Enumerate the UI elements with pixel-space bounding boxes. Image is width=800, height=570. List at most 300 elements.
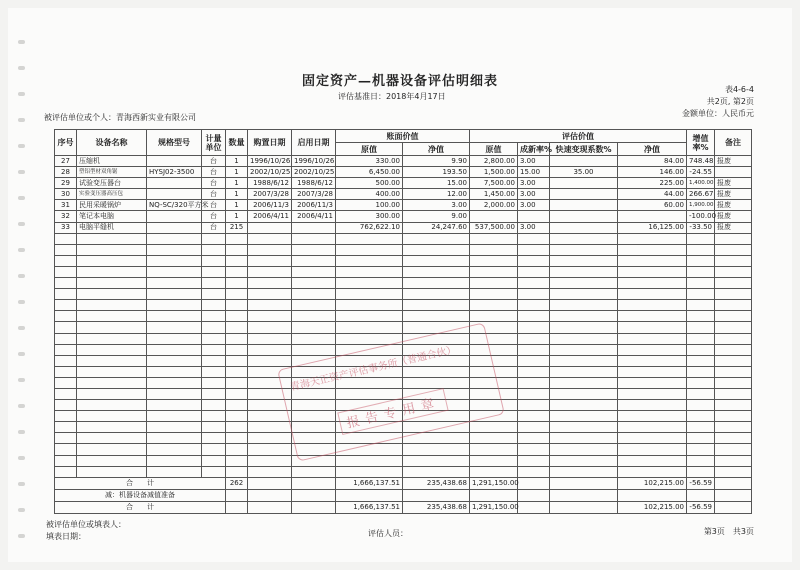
cell-remark: 报废: [715, 200, 752, 211]
cell-model: [147, 156, 202, 167]
cell-inc: -33.50: [687, 222, 715, 233]
cell-qty: 215: [226, 222, 248, 233]
cell-qty: 1: [226, 167, 248, 178]
empty-cell: [292, 344, 336, 355]
empty-cell: [336, 322, 403, 333]
empty-cell: [292, 300, 336, 311]
empty-cell: [202, 411, 226, 422]
empty-cell: [470, 300, 518, 311]
empty-cell: [55, 422, 77, 433]
empty-cell: [518, 489, 550, 501]
empty-cell: [715, 455, 752, 466]
empty-cell: [202, 233, 226, 244]
cell-qty: 1: [226, 189, 248, 200]
page-count: 共2页, 第2页: [706, 97, 754, 106]
empty-cell: [550, 366, 618, 377]
empty-cell: [202, 400, 226, 411]
empty-cell: [292, 322, 336, 333]
empty-cell: [226, 444, 248, 455]
blank-row: [55, 466, 752, 477]
cell-orig: 300.00: [336, 211, 403, 222]
empty-cell: [550, 233, 618, 244]
empty-cell: [715, 477, 752, 489]
empty-cell: [518, 400, 550, 411]
cell-remark: 报废: [715, 156, 752, 167]
cell-name: 民用采暖锅炉: [77, 200, 147, 211]
empty-cell: [147, 244, 202, 255]
binder-hole: [18, 300, 25, 304]
blank-row: [55, 278, 752, 289]
empty-cell: [292, 466, 336, 477]
empty-cell: [147, 400, 202, 411]
empty-cell: [77, 255, 147, 266]
empty-cell: [77, 377, 147, 388]
cell-name: 压缩机: [77, 156, 147, 167]
empty-cell: [470, 433, 518, 444]
header-model: 规格型号: [147, 130, 202, 156]
empty-cell: [77, 289, 147, 300]
cell-orig: 400.00: [336, 189, 403, 200]
equipment-table: [54, 129, 752, 514]
cell-orig: 500.00: [336, 178, 403, 189]
header-new-rate: 成新率%: [518, 143, 550, 156]
empty-cell: [292, 255, 336, 266]
empty-cell: [687, 355, 715, 366]
cell-rate: 15.00: [518, 167, 550, 178]
empty-cell: [147, 377, 202, 388]
empty-cell: [687, 377, 715, 388]
empty-cell: [550, 311, 618, 322]
total-eval-original: 1,291,150.00: [470, 501, 518, 513]
empty-cell: [55, 333, 77, 344]
empty-cell: [550, 322, 618, 333]
empty-cell: [550, 266, 618, 277]
empty-cell: [470, 311, 518, 322]
binder-hole: [18, 508, 25, 512]
cell-rate: 3.00: [518, 178, 550, 189]
empty-cell: [518, 366, 550, 377]
empty-cell: [550, 244, 618, 255]
blank-row: [55, 244, 752, 255]
empty-cell: [248, 489, 292, 501]
empty-cell: [147, 344, 202, 355]
cell-net: 3.00: [403, 200, 470, 211]
cell-enet: 225.00: [618, 178, 687, 189]
empty-cell: [687, 244, 715, 255]
binder-hole: [18, 274, 25, 278]
empty-cell: [518, 233, 550, 244]
empty-cell: [336, 466, 403, 477]
empty-cell: [518, 244, 550, 255]
empty-cell: [618, 266, 687, 277]
empty-cell: [518, 333, 550, 344]
header-buy-date: 购置日期: [248, 130, 292, 156]
cell-seq: 30: [55, 189, 77, 200]
empty-cell: [292, 266, 336, 277]
cell-buy: [248, 222, 292, 233]
empty-cell: [403, 244, 470, 255]
empty-cell: [715, 244, 752, 255]
empty-cell: [336, 311, 403, 322]
cell-model: [147, 189, 202, 200]
empty-cell: [226, 422, 248, 433]
empty-cell: [618, 344, 687, 355]
empty-cell: [550, 344, 618, 355]
cell-buy: 2007/3/28: [248, 189, 292, 200]
empty-cell: [202, 244, 226, 255]
cell-remark: 报废: [715, 222, 752, 233]
empty-cell: [618, 255, 687, 266]
cell-unit: 台: [202, 222, 226, 233]
empty-cell: [77, 300, 147, 311]
binder-hole: [18, 92, 25, 96]
seal-firm-name: 青海天正资产评估事务所（普通合伙）: [289, 344, 458, 394]
cell-unit: 台: [202, 200, 226, 211]
cell-net: 9.90: [403, 156, 470, 167]
empty-cell: [550, 289, 618, 300]
binder-hole: [18, 196, 25, 200]
empty-cell: [403, 466, 470, 477]
empty-cell: [687, 411, 715, 422]
binder-hole: [18, 222, 25, 226]
total-original: 1,666,137.51: [336, 477, 403, 489]
empty-cell: [715, 311, 752, 322]
empty-cell: [518, 278, 550, 289]
empty-cell: [226, 255, 248, 266]
base-date: 评估基准日：2018年4月17日: [338, 92, 446, 101]
binder-hole: [18, 378, 25, 382]
empty-cell: [55, 233, 77, 244]
empty-cell: [248, 289, 292, 300]
empty-cell: [55, 344, 77, 355]
header-quick-factor: 快速变现系数%: [550, 143, 618, 156]
empty-cell: [687, 433, 715, 444]
total-label: 减：机器设备减值准备: [55, 489, 226, 501]
binder-hole: [18, 430, 25, 434]
empty-cell: [226, 466, 248, 477]
header-eval-original: 原值: [470, 143, 518, 156]
cell-name: 笔记本电脑: [77, 211, 147, 222]
empty-cell: [518, 344, 550, 355]
empty-cell: [715, 255, 752, 266]
cell-rate: 3.00: [518, 189, 550, 200]
empty-cell: [403, 455, 470, 466]
cell-model: HYSJ02-3500: [147, 167, 202, 178]
cell-unit: 台: [202, 156, 226, 167]
empty-cell: [226, 377, 248, 388]
empty-cell: [248, 278, 292, 289]
empty-cell: [518, 289, 550, 300]
header-increase: 增值率%: [687, 130, 715, 156]
cell-unit: 台: [202, 189, 226, 200]
cell-eorig: [470, 211, 518, 222]
empty-cell: [202, 455, 226, 466]
total-qty: [226, 489, 248, 501]
fill-date-label: 填表日期：: [46, 532, 86, 541]
empty-cell: [336, 233, 403, 244]
cell-buy: 2006/11/3: [248, 200, 292, 211]
empty-cell: [292, 311, 336, 322]
empty-cell: [248, 444, 292, 455]
cell-orig: 100.00: [336, 200, 403, 211]
table-row: [55, 222, 752, 233]
cell-net: 193.50: [403, 167, 470, 178]
blank-row: [55, 255, 752, 266]
empty-cell: [550, 388, 618, 399]
empty-cell: [202, 433, 226, 444]
binder-hole: [18, 534, 25, 538]
empty-cell: [687, 344, 715, 355]
empty-cell: [248, 233, 292, 244]
header-start-date: 启用日期: [292, 130, 336, 156]
empty-cell: [202, 289, 226, 300]
owner-label: 被评估单位或填表人：: [46, 520, 126, 529]
empty-cell: [518, 501, 550, 513]
empty-cell: [147, 322, 202, 333]
empty-cell: [715, 266, 752, 277]
cell-qty: 1: [226, 156, 248, 167]
table-row: [55, 200, 752, 211]
empty-cell: [77, 333, 147, 344]
empty-cell: [292, 489, 336, 501]
empty-cell: [77, 266, 147, 277]
empty-cell: [618, 433, 687, 444]
empty-cell: [336, 289, 403, 300]
empty-cell: [147, 422, 202, 433]
empty-cell: [202, 266, 226, 277]
header-eval-value: 评估价值: [470, 130, 687, 143]
empty-cell: [292, 333, 336, 344]
table-row: [55, 211, 752, 222]
appraiser-label: 评估人员：: [368, 529, 408, 538]
empty-cell: [550, 466, 618, 477]
empty-cell: [226, 333, 248, 344]
header-qty: 数量: [226, 130, 248, 156]
empty-cell: [687, 266, 715, 277]
empty-cell: [403, 300, 470, 311]
empty-cell: [618, 278, 687, 289]
empty-cell: [550, 411, 618, 422]
empty-cell: [77, 388, 147, 399]
empty-cell: [77, 466, 147, 477]
empty-cell: [336, 255, 403, 266]
total-increase: [687, 489, 715, 501]
empty-cell: [147, 255, 202, 266]
cell-buy: 1988/6/12: [248, 178, 292, 189]
total-qty: [226, 501, 248, 513]
binder-hole: [18, 352, 25, 356]
empty-cell: [715, 366, 752, 377]
header-net: 净值: [403, 143, 470, 156]
currency-unit: 金额单位：人民币元: [682, 109, 754, 118]
total-label: 合 计: [55, 501, 226, 513]
empty-cell: [55, 433, 77, 444]
cell-seq: 29: [55, 178, 77, 189]
header-name: 设备名称: [77, 130, 147, 156]
empty-cell: [687, 400, 715, 411]
empty-cell: [202, 422, 226, 433]
empty-cell: [715, 233, 752, 244]
total-eval-original: 1,291,150.00: [470, 477, 518, 489]
empty-cell: [618, 333, 687, 344]
header-unit: 计量单位: [202, 130, 226, 156]
table-row: [55, 156, 752, 167]
empty-cell: [55, 388, 77, 399]
cell-unit: 台: [202, 167, 226, 178]
cell-model: [147, 178, 202, 189]
empty-cell: [248, 501, 292, 513]
empty-cell: [202, 366, 226, 377]
empty-cell: [55, 278, 77, 289]
empty-cell: [147, 300, 202, 311]
empty-cell: [687, 278, 715, 289]
empty-cell: [147, 444, 202, 455]
empty-cell: [292, 244, 336, 255]
binder-hole: [18, 482, 25, 486]
empty-cell: [226, 355, 248, 366]
cell-enet: 146.00: [618, 167, 687, 178]
empty-cell: [248, 466, 292, 477]
empty-cell: [550, 355, 618, 366]
empty-cell: [147, 355, 202, 366]
empty-cell: [518, 255, 550, 266]
empty-cell: [618, 377, 687, 388]
cell-rate: 3.00: [518, 200, 550, 211]
cell-orig: 6,450.00: [336, 167, 403, 178]
cell-unit: 台: [202, 178, 226, 189]
cell-name: 试验变压器台: [77, 178, 147, 189]
empty-cell: [550, 255, 618, 266]
empty-cell: [292, 233, 336, 244]
empty-cell: [226, 366, 248, 377]
empty-cell: [715, 466, 752, 477]
empty-cell: [715, 411, 752, 422]
table-code: 表4-6-4: [724, 85, 754, 94]
empty-cell: [715, 355, 752, 366]
empty-cell: [403, 233, 470, 244]
empty-cell: [147, 333, 202, 344]
empty-cell: [248, 266, 292, 277]
cell-enet: [618, 211, 687, 222]
cell-enet: 60.00: [618, 200, 687, 211]
empty-cell: [226, 233, 248, 244]
empty-cell: [470, 233, 518, 244]
cell-model: NQ-SC/320平方米: [147, 200, 202, 211]
cell-qty: 1: [226, 178, 248, 189]
empty-cell: [55, 466, 77, 477]
cell-start: 2007/3/28: [292, 189, 336, 200]
binder-hole: [18, 40, 25, 44]
empty-cell: [470, 455, 518, 466]
empty-cell: [618, 355, 687, 366]
empty-cell: [292, 501, 336, 513]
empty-cell: [336, 455, 403, 466]
empty-cell: [518, 266, 550, 277]
empty-cell: [226, 388, 248, 399]
empty-cell: [687, 388, 715, 399]
empty-cell: [518, 466, 550, 477]
empty-cell: [336, 266, 403, 277]
empty-cell: [550, 400, 618, 411]
binder-hole: [18, 248, 25, 252]
empty-cell: [147, 388, 202, 399]
total-increase: -56.59: [687, 501, 715, 513]
binder-hole: [18, 404, 25, 408]
empty-cell: [248, 333, 292, 344]
cell-inc: 1,900.00: [687, 200, 715, 211]
empty-cell: [550, 455, 618, 466]
cell-start: 2006/11/3: [292, 200, 336, 211]
cell-rate: 3.00: [518, 222, 550, 233]
empty-cell: [550, 444, 618, 455]
empty-cell: [715, 422, 752, 433]
empty-cell: [336, 278, 403, 289]
empty-cell: [687, 422, 715, 433]
header-remark: 备注: [715, 130, 752, 156]
document-title: 固定资产—机器设备评估明细表: [301, 74, 498, 89]
cell-eorig: 7,500.00: [470, 178, 518, 189]
empty-cell: [715, 377, 752, 388]
total-qty: 262: [226, 477, 248, 489]
empty-cell: [550, 377, 618, 388]
empty-cell: [202, 388, 226, 399]
empty-cell: [77, 344, 147, 355]
empty-cell: [518, 377, 550, 388]
cell-net: 15.00: [403, 178, 470, 189]
empty-cell: [618, 388, 687, 399]
cell-enet: 16,125.00: [618, 222, 687, 233]
cell-start: 2002/10/25: [292, 167, 336, 178]
total-row: [55, 501, 752, 513]
total-net: 235,438.68: [403, 501, 470, 513]
empty-cell: [248, 311, 292, 322]
empty-cell: [403, 278, 470, 289]
cell-quick: [550, 211, 618, 222]
header-book-value: 账面价值: [336, 130, 470, 143]
binder-hole: [18, 144, 25, 148]
empty-cell: [715, 400, 752, 411]
empty-cell: [618, 300, 687, 311]
empty-cell: [403, 266, 470, 277]
empty-cell: [55, 266, 77, 277]
total-original: [336, 489, 403, 501]
cell-inc: 1,400.00: [687, 178, 715, 189]
empty-cell: [248, 322, 292, 333]
empty-cell: [147, 433, 202, 444]
empty-cell: [55, 311, 77, 322]
cell-unit: 台: [202, 211, 226, 222]
empty-cell: [77, 366, 147, 377]
empty-cell: [518, 444, 550, 455]
empty-cell: [292, 278, 336, 289]
empty-cell: [687, 300, 715, 311]
cell-net: 24,247.60: [403, 222, 470, 233]
entity-name: 被评估单位或个人：青海西新实业有限公司: [44, 113, 196, 122]
total-original: 1,666,137.51: [336, 501, 403, 513]
empty-cell: [55, 322, 77, 333]
cell-inc: -24.55: [687, 167, 715, 178]
total-eval-net: 102,215.00: [618, 477, 687, 489]
cell-name: 塑铝型材双角锯: [77, 167, 147, 178]
empty-cell: [226, 344, 248, 355]
empty-cell: [687, 255, 715, 266]
cell-net: 12.00: [403, 189, 470, 200]
empty-cell: [715, 444, 752, 455]
empty-cell: [226, 322, 248, 333]
empty-cell: [470, 278, 518, 289]
empty-cell: [687, 444, 715, 455]
empty-cell: [77, 355, 147, 366]
